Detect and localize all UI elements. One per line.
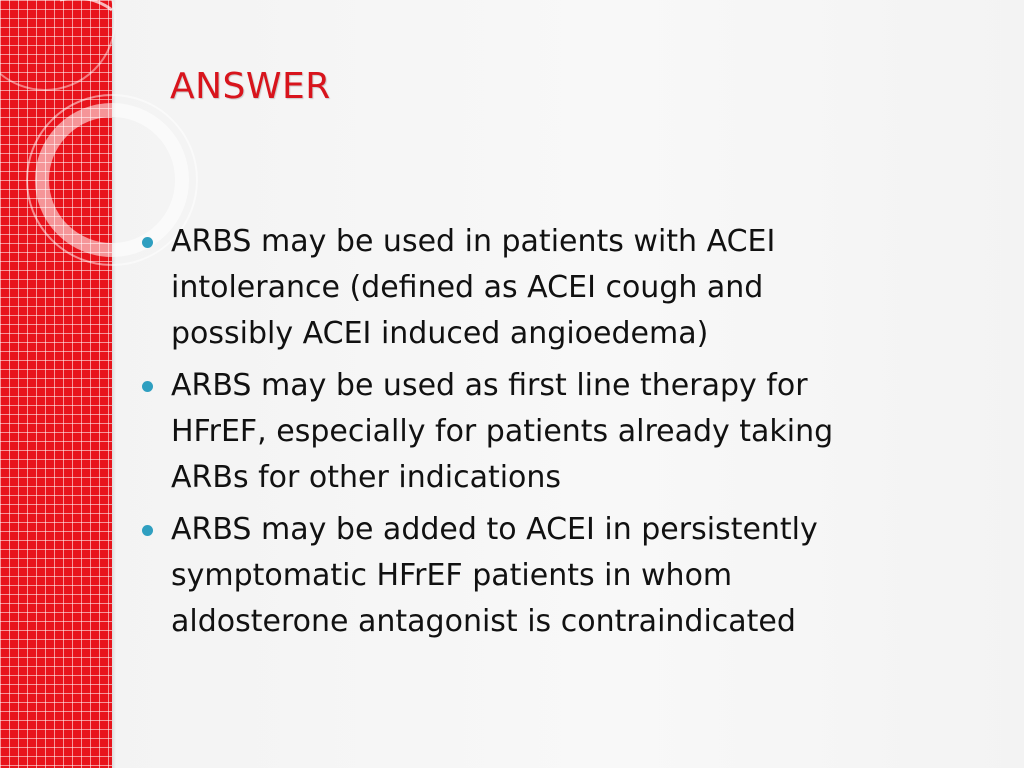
bullet-item <box>140 219 940 357</box>
bullet-line: ARBS may be added to ACEI in persistently <box>171 512 818 547</box>
bullet-line: ARBs for other indications <box>171 460 562 495</box>
slide-title: ANSWER <box>170 66 331 107</box>
bullet-list <box>140 219 940 651</box>
bullet-line: intolerance (defined as ACEI cough and <box>171 270 764 305</box>
bullet-line: ARBS may be used as first line therapy for <box>171 368 808 403</box>
bullet-line: possibly ACEI induced angioedema) <box>171 316 709 351</box>
bullet-line: ARBS may be used in patients with ACEI <box>171 224 776 259</box>
bullet-item <box>140 507 940 645</box>
bullet-line: symptomatic HFrEF patients in whom <box>171 558 733 593</box>
bullet-marker-icon <box>142 381 153 392</box>
bullet-item <box>140 363 940 501</box>
bullet-marker-icon <box>142 525 153 536</box>
bullet-line: HFrEF, especially for patients already taking <box>171 414 834 449</box>
bullet-marker-icon <box>142 237 153 248</box>
bullet-line: aldosterone antagonist is contraindicated <box>171 604 796 639</box>
